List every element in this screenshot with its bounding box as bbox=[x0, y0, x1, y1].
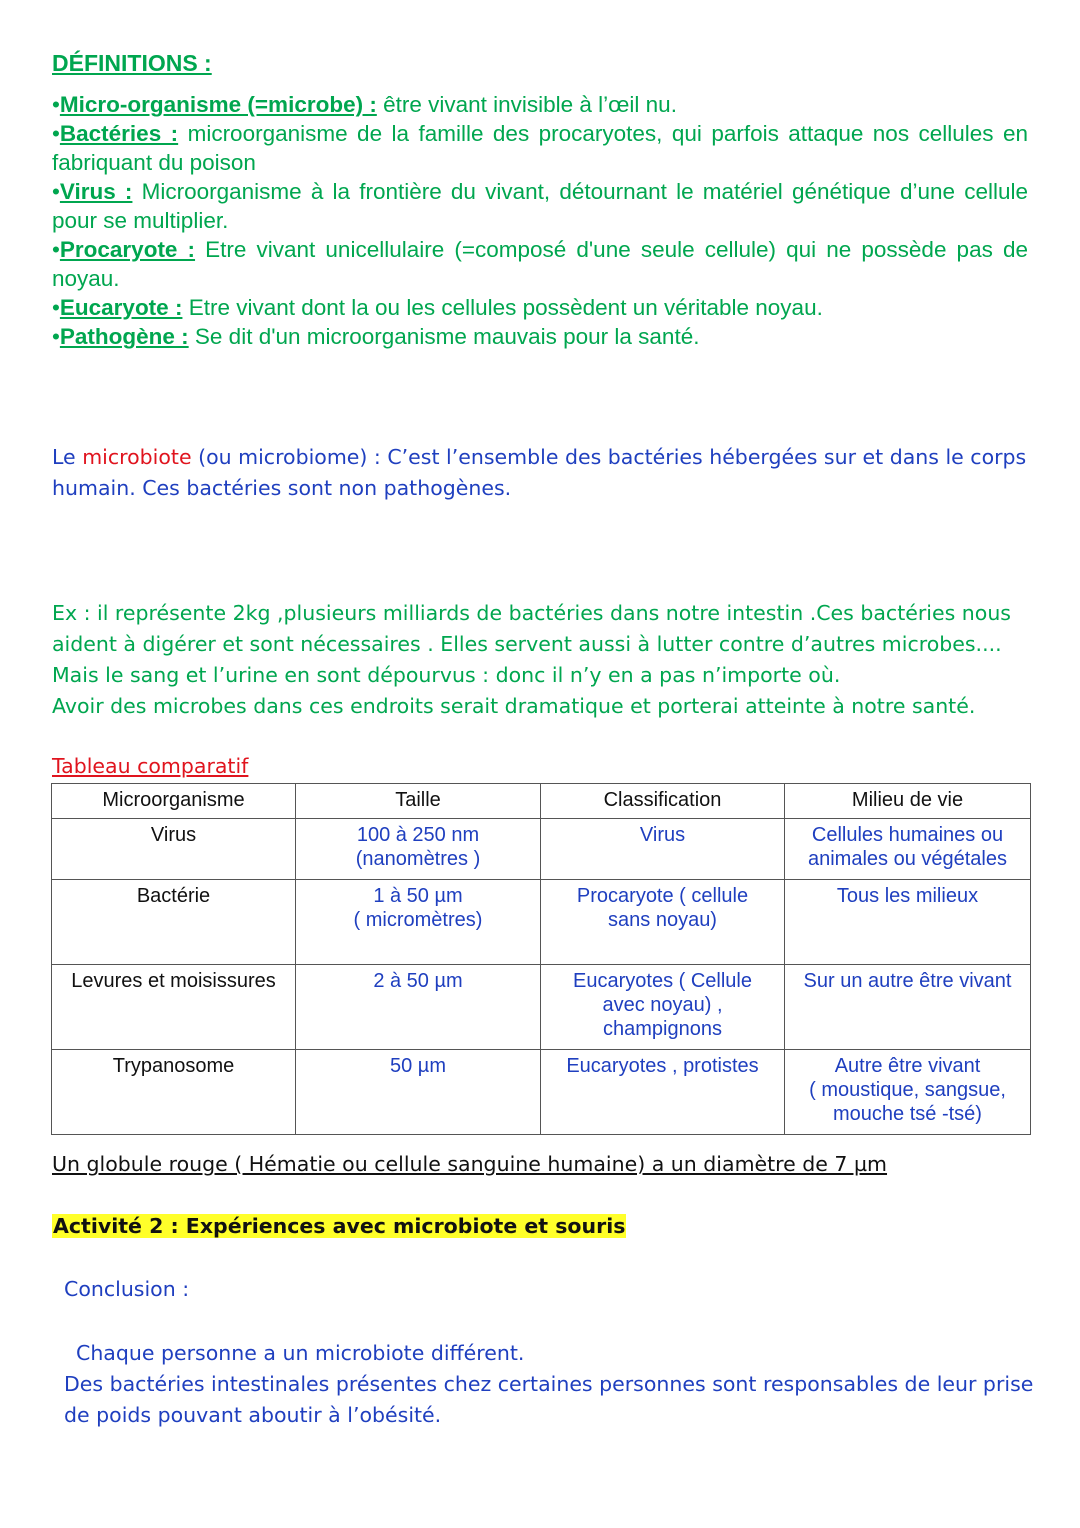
cell-line: Procaryote ( cellule bbox=[576, 885, 749, 907]
table-header-row bbox=[52, 784, 1031, 819]
header-cell: Microorganisme bbox=[52, 784, 296, 819]
cell-line: Eucaryotes ( Cellule bbox=[573, 970, 752, 992]
conclusion-label: Conclusion : bbox=[64, 1277, 190, 1301]
cell-taille bbox=[296, 965, 541, 1050]
table-row bbox=[52, 819, 1031, 880]
cell-line: mouche tsé -tsé) bbox=[833, 1103, 982, 1125]
cell-microorganisme: Virus bbox=[52, 819, 296, 880]
table-row bbox=[52, 1050, 1031, 1135]
table-row bbox=[52, 965, 1031, 1050]
definition-term: Procaryote : bbox=[59, 237, 196, 262]
definitions-list bbox=[52, 90, 1028, 351]
definition-item bbox=[52, 90, 1028, 119]
microbiote-prefix: Le bbox=[52, 445, 83, 469]
cell-line: 1 à 50 µm bbox=[373, 885, 463, 907]
definition-item bbox=[52, 177, 1028, 235]
bullet: • bbox=[52, 179, 60, 204]
cell-classification bbox=[541, 1050, 785, 1135]
table-row bbox=[52, 880, 1031, 965]
definition-text: être vivant invisible à l’œil nu. bbox=[376, 92, 677, 117]
example-line: Ex : il représente 2kg ,plusieurs milliards de bactéries dans notre intestin .Ces bactéries nous bbox=[52, 601, 1011, 625]
cell-line: 50 µm bbox=[390, 1055, 446, 1077]
definition-text: Etre vivant dont la ou les cellules possèdent un véritable noyau. bbox=[182, 295, 823, 320]
definition-term: Bactéries : bbox=[59, 121, 179, 146]
definition-text: Microorganisme à la frontière du vivant, détournant le matériel génétique d’une cellule pour se multiplier. bbox=[52, 179, 1029, 233]
definition-text: Etre vivant unicellulaire (=composé d'une seule cellule) qui ne possède pas de noyau. bbox=[52, 237, 1028, 291]
activity-heading: Activité 2 : Expériences avec microbiote et souris bbox=[53, 1214, 626, 1238]
cell-line: Eucaryotes , protistes bbox=[566, 1055, 759, 1077]
example-line: aident à digérer et sont nécessaires . Elles servent aussi à lutter contre d’autres microbes.... bbox=[52, 632, 1002, 656]
header-cell: Classification bbox=[541, 784, 785, 819]
bullet: • bbox=[52, 295, 60, 320]
cell-line: Tous les milieux bbox=[836, 885, 979, 907]
cell-milieu bbox=[785, 965, 1031, 1050]
cell-line: champignons bbox=[603, 1018, 722, 1040]
cell-line: Sur un autre être vivant bbox=[803, 970, 1012, 992]
conclusion-line: Des bactéries intestinales présentes chez certaines personnes sont responsables de leur prise bbox=[64, 1372, 1034, 1396]
globule-note: Un globule rouge ( Hématie ou cellule sanguine humaine) a un diamètre de 7 µm bbox=[52, 1152, 888, 1176]
cell-classification bbox=[541, 880, 785, 965]
definition-item bbox=[52, 293, 1028, 322]
cell-microorganisme: Levures et moisissures bbox=[52, 965, 296, 1050]
conclusion-text bbox=[64, 1338, 1044, 1431]
cell-line: Cellules humaines ou bbox=[811, 824, 1004, 846]
cell-microorganisme: Bactérie bbox=[52, 880, 296, 965]
cell-microorganisme: Trypanosome bbox=[52, 1050, 296, 1135]
definition-item bbox=[52, 235, 1028, 293]
bullet: • bbox=[52, 324, 60, 349]
cell-classification bbox=[541, 965, 785, 1050]
definition-text: Se dit d'un microorganisme mauvais pour la santé. bbox=[188, 324, 700, 349]
header-cell: Milieu de vie bbox=[785, 784, 1031, 819]
bullet: • bbox=[52, 121, 60, 146]
microbiote-text: (ou microbiome) : C’est l’ensemble des bactéries hébergées sur et dans le corps humain. Ces bactéries sont non pathogènes. bbox=[52, 445, 1027, 500]
cell-classification bbox=[541, 819, 785, 880]
definition-term: Pathogène : bbox=[59, 324, 189, 349]
table-title: Tableau comparatif bbox=[52, 754, 249, 778]
example-line: Avoir des microbes dans ces endroits serait dramatique et porterai atteinte à notre santé. bbox=[52, 694, 976, 718]
cell-line: ( micromètres) bbox=[353, 909, 483, 931]
comparison-table bbox=[51, 783, 1031, 1135]
header-cell: Taille bbox=[296, 784, 541, 819]
definition-item bbox=[52, 322, 1028, 351]
definition-item bbox=[52, 119, 1028, 177]
microbiote-word: microbiote bbox=[82, 445, 192, 469]
microbiote-paragraph bbox=[52, 442, 1042, 504]
bullet: • bbox=[52, 237, 60, 262]
example-paragraph bbox=[52, 598, 1042, 722]
bullet: • bbox=[52, 92, 60, 117]
definitions-title: DÉFINITIONS : bbox=[52, 50, 212, 76]
cell-line: animales ou végétales bbox=[807, 848, 1007, 870]
definition-text: microorganisme de la famille des procaryotes, qui parfois attaque nos cellules en fabriquant du poison bbox=[52, 121, 1029, 175]
cell-line: ( moustique, sangsue, bbox=[809, 1079, 1006, 1101]
cell-milieu bbox=[785, 819, 1031, 880]
conclusion-line: Chaque personne a un microbiote différent. bbox=[76, 1341, 525, 1365]
cell-line: Virus bbox=[639, 824, 686, 846]
cell-line: avec noyau) , bbox=[602, 994, 723, 1016]
cell-line: 2 à 50 µm bbox=[373, 970, 463, 992]
definition-term: Micro-organisme (=microbe) : bbox=[59, 92, 377, 117]
conclusion-line: de poids pouvant aboutir à l’obésité. bbox=[64, 1403, 442, 1427]
cell-line: Autre être vivant bbox=[834, 1055, 981, 1077]
cell-line: (nanomètres ) bbox=[355, 848, 481, 870]
cell-taille bbox=[296, 880, 541, 965]
definition-term: Eucaryote : bbox=[59, 295, 183, 320]
example-line: Mais le sang et l’urine en sont dépourvus : donc il n’y en a pas n’importe où. bbox=[52, 663, 841, 687]
cell-milieu bbox=[785, 1050, 1031, 1135]
cell-taille bbox=[296, 819, 541, 880]
cell-milieu bbox=[785, 880, 1031, 965]
cell-line: sans noyau) bbox=[608, 909, 717, 931]
cell-taille bbox=[296, 1050, 541, 1135]
cell-line: 100 à 250 nm bbox=[356, 824, 480, 846]
definition-term: Virus : bbox=[59, 179, 133, 204]
